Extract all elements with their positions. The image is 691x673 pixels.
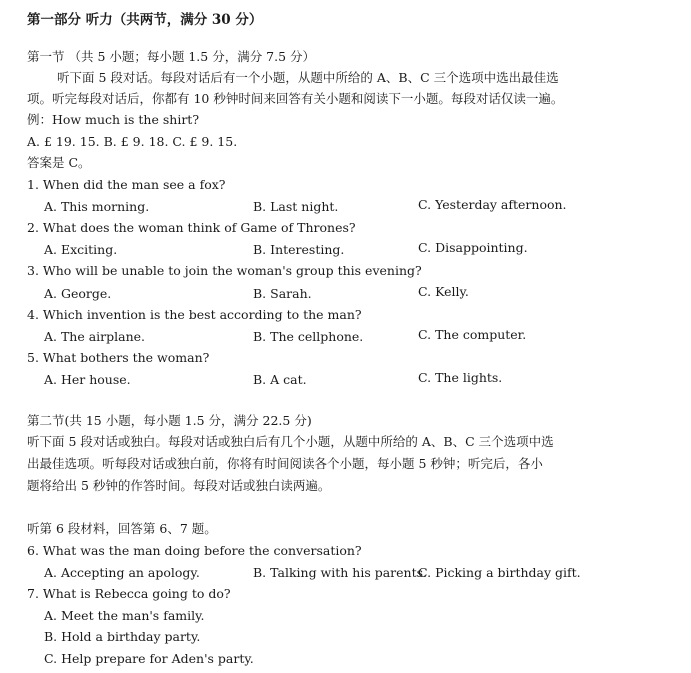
- q7-option-a: A. Meet the man's family.: [44, 608, 205, 623]
- section2-instructions-line3: 题将给出 5 秒钟的作答时间。每段对话或独白读两遍。: [27, 478, 331, 493]
- q2-option-c: C. Disappointing.: [418, 240, 528, 255]
- section2-instructions-line1: 听下面 5 段对话或独白。每段对话或独白后有几个小题，从题中所给的 A、B、C 三个选项中选: [27, 434, 554, 449]
- q5-option-c: C. The lights.: [418, 370, 503, 385]
- question-4: 4. Which invention is the best according to the man?: [27, 307, 362, 322]
- q1-option-a: A. This morning.: [44, 199, 150, 214]
- question-3: 3. Who will be unable to join the woman's group this evening?: [27, 263, 422, 278]
- question-1: 1. When did the man see a fox?: [27, 177, 226, 192]
- section1-heading: 第一节 （共 5 小题；每小题 1.5 分，满分 7.5 分）: [27, 49, 316, 64]
- question-6: 6. What was the man doing before the conversation?: [27, 543, 362, 558]
- q6-option-a: A. Accepting an apology.: [44, 565, 200, 580]
- example-answer: 答案是 C。: [27, 155, 91, 170]
- section2-heading: 第二节(共 15 小题，每小题 1.5 分，满分 22.5 分): [27, 413, 312, 428]
- q3-option-a: A. George.: [44, 286, 112, 301]
- q4-option-a: A. The airplane.: [44, 329, 146, 344]
- q3-option-b: B. Sarah.: [253, 286, 312, 301]
- q6-option-b: B. Talking with his parents.: [253, 565, 428, 580]
- question-5: 5. What bothers the woman?: [27, 350, 210, 365]
- question-2: 2. What does the woman think of Game of Thrones?: [27, 220, 356, 235]
- q7-option-b: B. Hold a birthday party.: [44, 629, 201, 644]
- q4-option-b: B. The cellphone.: [253, 329, 364, 344]
- section1-instructions-line1: 听下面 5 段对话。每段对话后有一个小题，从题中所给的 A、B、C 三个选项中选出最佳选: [57, 70, 559, 85]
- q4-option-c: C. The computer.: [418, 327, 527, 342]
- example-options: A. £ 19. 15. B. £ 9. 18. C. £ 9. 15.: [27, 134, 238, 149]
- q6-option-c: C. Picking a birthday gift.: [418, 565, 581, 580]
- q1-option-c: C. Yesterday afternoon.: [418, 197, 567, 212]
- example-question: 例：How much is the shirt?: [27, 112, 200, 127]
- section1-instructions-line2: 项。听完每段对话后，你都有 10 秒钟时间来回答有关小题和阅读下一小题。每段对话仅读一遍。: [27, 91, 564, 106]
- q2-option-b: B. Interesting.: [253, 242, 345, 257]
- q5-option-a: A. Her house.: [44, 372, 131, 387]
- question-7: 7. What is Rebecca going to do?: [27, 586, 231, 601]
- q3-option-c: C. Kelly.: [418, 284, 469, 299]
- section2-instructions-line2: 出最佳选项。听每段对话或独白前，你将有时间阅读各个小题，每小题 5 秒钟；听完后，各小: [27, 456, 543, 471]
- material-intro: 听第 6 段材料，回答第 6、7 题。: [27, 521, 217, 536]
- q5-option-b: B. A cat.: [253, 372, 307, 387]
- q7-option-c: C. Help prepare for Aden's party.: [44, 651, 254, 666]
- q2-option-a: A. Exciting.: [44, 242, 118, 257]
- q1-option-b: B. Last night.: [253, 199, 339, 214]
- part-title: 第一部分 听力（共两节，满分 30 分）: [27, 12, 263, 28]
